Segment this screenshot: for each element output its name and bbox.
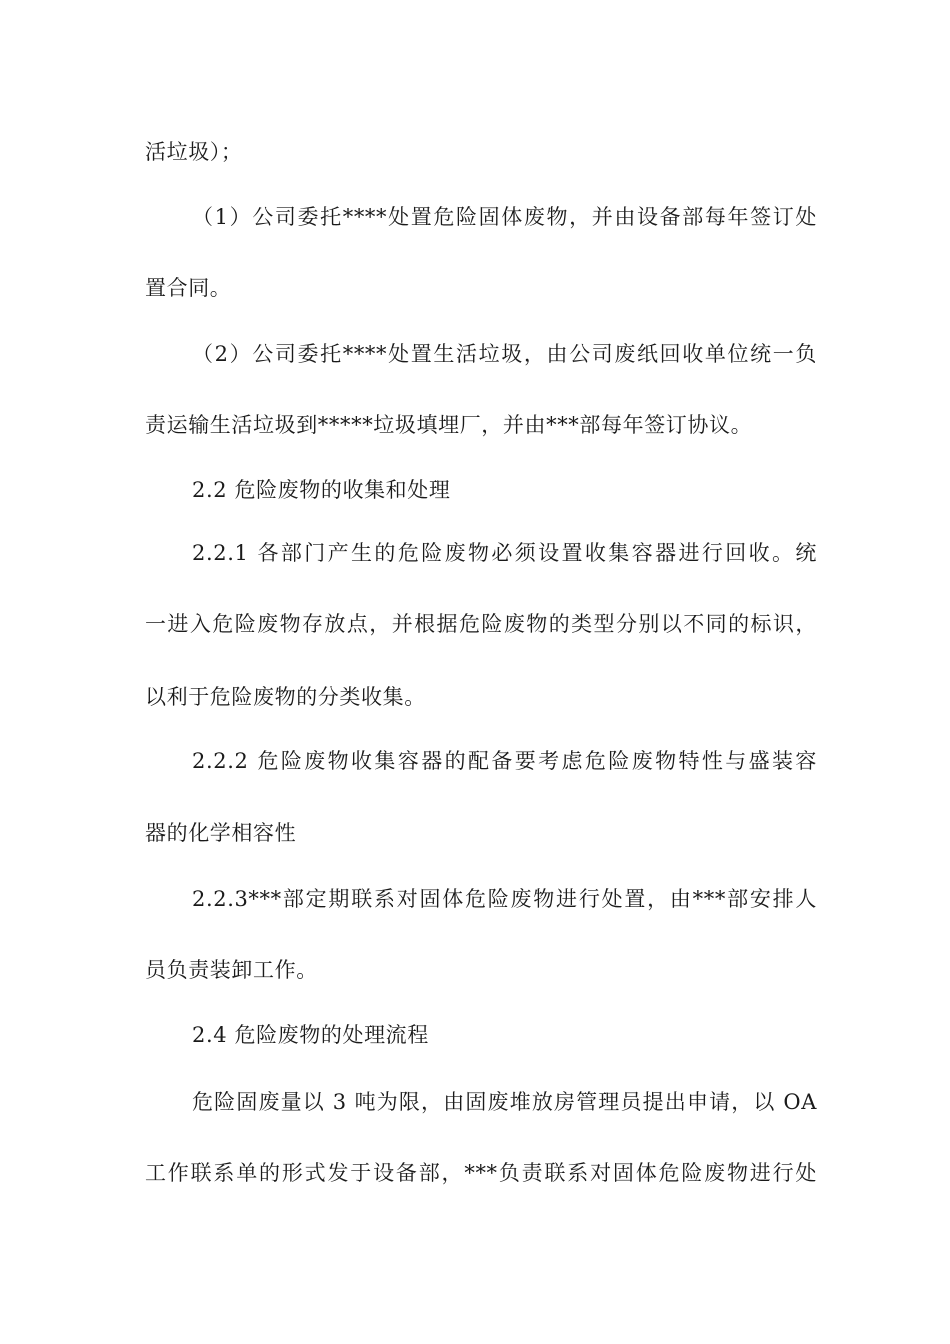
paragraph-2-2-1-line-2: 一进入危险废物存放点，并根据危险废物的类型分别以不同的标识，: [145, 612, 817, 636]
paragraph-item-1-line-1: （1）公司委托****处置危险固体废物，并由设备部每年签订处: [192, 205, 817, 229]
paragraph-2-2-1-line-1: 2.2.1 各部门产生的危险废物必须设置收集容器进行回收。统: [192, 541, 817, 565]
section-heading-2-2: 2.2 危险废物的收集和处理: [192, 478, 451, 502]
text-line-continuation: 活垃圾）；: [145, 140, 243, 164]
paragraph-item-1-line-2: 置合同。: [145, 276, 232, 300]
paragraph-2-2-1-line-3: 以利于危险废物的分类收集。: [145, 685, 426, 709]
paragraph-item-2-line-2: 责运输生活垃圾到*****垃圾填埋厂，并由***部每年签订协议。: [145, 413, 753, 437]
paragraph-2-2-3-line-2: 员负责装卸工作。: [145, 958, 318, 982]
paragraph-2-4-line-2: 工作联系单的形式发于设备部，***负责联系对固体危险废物进行处: [145, 1161, 817, 1185]
paragraph-2-4-line-1: 危险固废量以 3 吨为限，由固废堆放房管理员提出申请，以 OA: [192, 1090, 817, 1114]
section-heading-2-4: 2.4 危险废物的处理流程: [192, 1023, 429, 1047]
paragraph-2-2-2-line-1: 2.2.2 危险废物收集容器的配备要考虑危险废物特性与盛装容: [192, 749, 817, 773]
paragraph-2-2-2-line-2: 器的化学相容性: [145, 821, 297, 845]
paragraph-2-2-3-line-1: 2.2.3***部定期联系对固体危险废物进行处置，由***部安排人: [192, 887, 817, 911]
paragraph-item-2-line-1: （2）公司委托****处置生活垃圾，由公司废纸回收单位统一负: [192, 342, 817, 366]
